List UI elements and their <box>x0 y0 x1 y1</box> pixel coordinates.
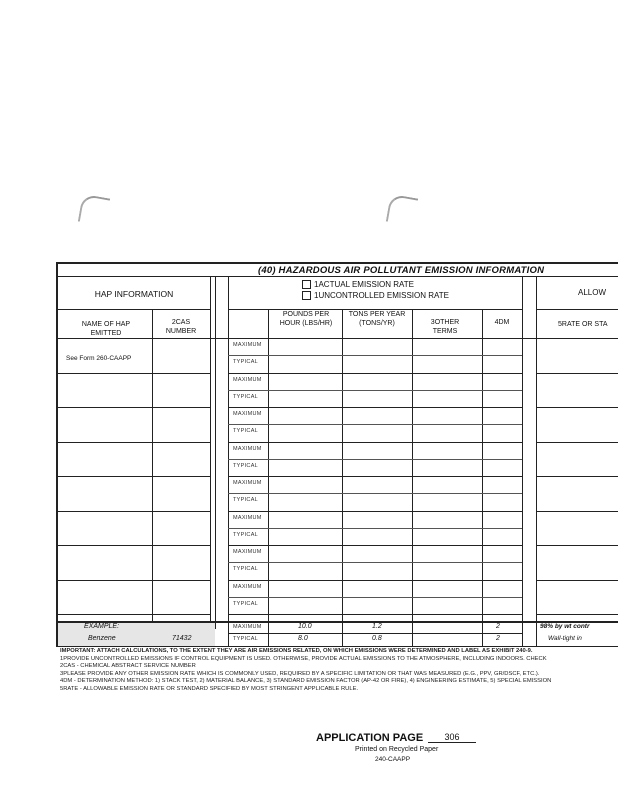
recycled-note: Printed on Recycled Paper <box>355 746 439 753</box>
punch-hole-right <box>386 194 418 226</box>
note-3: 3PLEASE PROVIDE ANY OTHER EMISSION RATE WHICH IS COMMONLY USED, REQUIRED BY A SPECIFIC LIMITATION OR THAT WAS MEASURED (E.G., PPV, GR/DSCF, ETC.). <box>60 670 540 677</box>
col-rate-standard: 5RATE OR STA <box>558 321 608 328</box>
col-tons-per-year: TONS PER YEAR (TONS/YR) <box>348 311 406 327</box>
application-page-label: APPLICATION PAGE <box>316 732 424 744</box>
note-4: 4DM - DETERMINATION METHOD: 1) STACK TEST, 2) MATERIAL BALANCE, 3) STANDARD EMISSION FACTOR (AP-42 OR FIRE), 4) ENGINEERING ESTIMATE, 5) SPECIAL EMISSION <box>60 678 552 685</box>
col-other-terms: 3OTHER TERMS <box>430 319 460 335</box>
example-max-dm: 2 <box>496 623 500 630</box>
example-row-background <box>58 621 215 647</box>
col-cas-number: 2CAS NUMBER <box>165 319 197 335</box>
row-label-maximum: MAXIMUM <box>233 342 262 348</box>
row-label-maximum: MAXIMUM <box>233 583 262 590</box>
row-label-maximum: MAXIMUM <box>233 376 262 383</box>
note-5: 5RATE - ALLOWABLE EMISSION RATE OR STANDARD SPECIFIED BY MOST STRINGENT APPLICABLE RULE. <box>60 685 359 692</box>
first-entry-name: See Form 260-CAAPP <box>66 355 132 362</box>
row-label-maximum: MAXIMUM <box>233 549 262 555</box>
form-code: 240-CAAPP <box>375 756 411 763</box>
hap-emission-form <box>56 262 618 647</box>
example-rate-1: 98% by wt contr <box>540 623 590 630</box>
row-label-maximum: MAXIMUM <box>233 514 262 521</box>
form-notes <box>60 648 618 694</box>
uncontrolled-emission-label: 1UNCONTROLLED EMISSION RATE <box>314 291 449 300</box>
note-1: 1PROVIDE UNCONTROLLED EMISSIONS IF CONTROL EQUIPMENT IS USED. OTHERWISE, PROVIDE ACTUAL EMISSIONS TO THE ATMOSPHERE, INCLUDING INDOORS. CHECK <box>60 655 547 662</box>
row-label-typical: TYPICAL <box>233 428 259 435</box>
example-max-pounds: 10.0 <box>298 623 312 630</box>
row-label-typical: TYPICAL <box>233 393 259 400</box>
example-typ-dm: 2 <box>496 635 500 642</box>
example-typ-tons: 0.8 <box>372 635 382 642</box>
row-label-typical: TYPICAL <box>233 566 259 573</box>
uncontrolled-emission-checkbox[interactable] <box>302 291 311 300</box>
row-label-typical: TYPICAL <box>233 359 259 366</box>
row-label-maximum: MAXIMUM <box>233 480 262 486</box>
form-title: (40) HAZARDOUS AIR POLLUTANT EMISSION INFORMATION <box>258 265 545 276</box>
example-max-tons: 1.2 <box>372 623 382 630</box>
example-label: EXAMPLE: <box>84 623 120 630</box>
row-label-typical: TYPICAL <box>233 531 259 538</box>
example-typ-label: TYPICAL <box>233 636 259 642</box>
example-name: Benzene <box>88 635 116 642</box>
row-label-typical: TYPICAL <box>233 600 259 607</box>
example-typ-pounds: 8.0 <box>298 635 308 642</box>
col-hap-name: NAME OF HAP EMITTED <box>81 321 131 337</box>
note-2: 2CAS - CHEMICAL ABSTRACT SERVICE NUMBER <box>60 663 196 670</box>
example-rate-2: Wall-tight in <box>548 635 582 642</box>
hap-section-header: HAP INFORMATION <box>94 289 174 299</box>
col-pounds-per-hour: POUNDS PER HOUR (LBS/HR) <box>279 311 333 327</box>
punch-hole-left <box>78 194 110 226</box>
uncontrolled-emission-option[interactable] <box>302 291 449 300</box>
actual-emission-checkbox[interactable] <box>302 280 311 289</box>
actual-emission-option[interactable] <box>302 280 414 289</box>
row-label-maximum: MAXIMUM <box>233 445 262 452</box>
col-dm: 4DM <box>494 319 510 326</box>
row-label-typical: TYPICAL <box>233 462 259 469</box>
row-label-typical: TYPICAL <box>233 497 259 504</box>
allowable-section-header: ALLOW <box>578 288 607 297</box>
row-label-maximum: MAXIMUM <box>233 411 262 417</box>
example-max-label: MAXIMUM <box>233 624 262 630</box>
actual-emission-label: 1ACTUAL EMISSION RATE <box>314 280 415 289</box>
example-cas: 71432 <box>172 635 192 642</box>
page-number: 306 <box>428 732 476 743</box>
note-important: IMPORTANT: ATTACH CALCULATIONS, TO THE EXTENT THEY ARE AIR EMISSIONS RELATED, ON WHICH EMISSIONS WERE DETERMINED AND LABEL AS EXHIBIT 240-9. <box>60 648 533 654</box>
